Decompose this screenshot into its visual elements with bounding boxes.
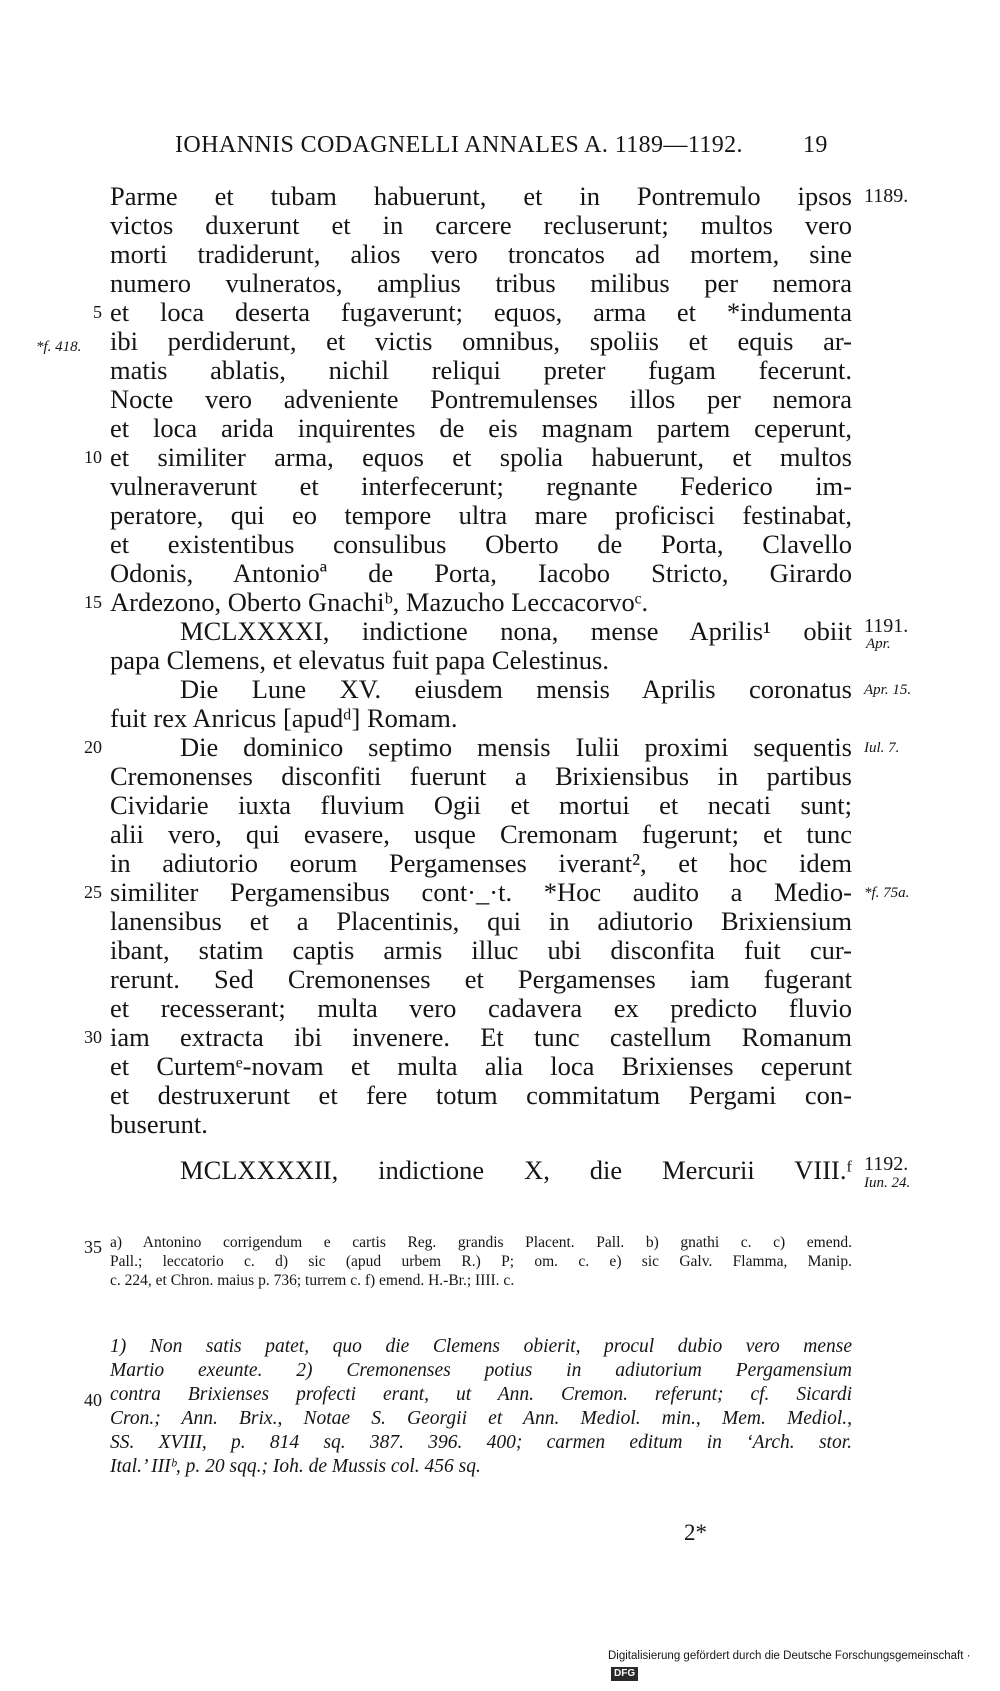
dfg-logo: DFG <box>611 1667 638 1681</box>
text-line: buserunt. <box>110 1109 208 1139</box>
text-line: ibi perdiderunt, et victis omnibus, spoliis et equis ar- <box>110 326 852 356</box>
text-line: et loca deserta fugaverunt; equos, arma et *indumenta <box>110 297 852 327</box>
digitization-credit <box>608 1647 1000 1683</box>
text-line: Die dominico septimo mensis Iulii proximi sequentis <box>180 732 852 762</box>
margin-apr: Apr. <box>866 636 891 652</box>
text-line: victos duxerunt et in carcere recluserunt; multos vero <box>110 210 852 240</box>
text-line: ibant, statim captis armis illuc ubi disconfita fuit cur- <box>110 935 852 965</box>
margin-apr-15: Apr. 15. <box>864 682 912 698</box>
text-line: MCLXXXXI, indictione nona, mense Aprilis¹ obiit <box>180 616 852 646</box>
margin-year-1189: 1189. <box>864 185 909 207</box>
text-line: Odonis, Antonioª de Porta, Iacobo Stricto, Girardo <box>110 558 852 588</box>
line-number: 40 <box>84 1390 102 1410</box>
text-line: et destruxerunt et fere totum commitatum Pergami con- <box>110 1080 852 1110</box>
text-line: vulneraverunt et interfecerunt; regnante Federico im- <box>110 471 852 501</box>
text-line: et Curtemᵉ-novam et multa alia loca Brixienses ceperunt <box>110 1051 852 1081</box>
apparatus-line: c. 224, et Chron. maius p. 736; turrem c. f) emend. H.-Br.; IIII. c. <box>110 1272 515 1289</box>
signature-mark: 2* <box>684 1520 707 1545</box>
text-line: Cividarie iuxta fluvium Ogii et mortui et necati sunt; <box>110 790 852 820</box>
margin-folio-418: *f. 418. <box>36 339 82 355</box>
footnote-line: SS. XVIII, p. 814 sq. 387. 396. 400; carmen editum in ‘Arch. stor. <box>110 1432 852 1453</box>
text-line: MCLXXXXII, indictione X, die Mercurii VIII.ᶠ <box>180 1155 852 1185</box>
text-line: et loca arida inquirentes de eis magnam partem ceperunt, <box>110 413 852 443</box>
apparatus-line: a) Antonino corrigendum e cartis Reg. grandis Placent. Pall. b) gnathi c. c) emend. <box>110 1234 852 1251</box>
footnote-line: Martio exeunte. 2) Cremonenses potius in adiutorium Pergamensium <box>110 1360 852 1381</box>
running-title: IOHANNIS CODAGNELLI ANNALES A. 1189—1192. <box>175 132 743 158</box>
text-line: rerunt. Sed Cremonenses et Pergamenses iam fugerant <box>110 964 852 994</box>
footnote-line: contra Brixienses profecti erant, ut Ann. Cremon. referunt; cf. Sicardi <box>110 1384 852 1405</box>
text-line: iam extracta ibi invenere. Et tunc castellum Romanum <box>110 1022 852 1052</box>
text-line: et similiter arma, equos et spolia habuerunt, et multos <box>110 442 852 472</box>
margin-year-1192: 1192. <box>864 1153 909 1175</box>
footnote-line: Cron.; Ann. Brix., Notae S. Georgii et Ann. Mediol. min., Mem. Mediol., <box>110 1408 852 1429</box>
text-line: similiter Pergamensibus cont·_·t. *Hoc audito a Medio- <box>110 877 852 907</box>
line-number: 5 <box>93 302 102 322</box>
text-line: morti tradiderunt, alios vero troncatos ad mortem, sine <box>110 239 852 269</box>
line-number: 15 <box>84 592 102 612</box>
line-number: 20 <box>84 737 102 757</box>
margin-year-1191: 1191. <box>864 615 909 637</box>
margin-folio-75a: *f. 75a. <box>864 885 910 901</box>
line-number: 30 <box>84 1027 102 1047</box>
text-line: papa Clemens, et elevatus fuit papa Celestinus. <box>110 645 609 675</box>
text-line: et recesserant; multa vero cadavera ex predicto fluvio <box>110 993 852 1023</box>
text-line: Ardezono, Oberto Gnachiᵇ, Mazucho Leccacorvoᶜ. <box>110 587 649 617</box>
text-line: peratore, qui eo tempore ultra mare proficisci festinabat, <box>110 500 852 530</box>
page-number: 19 <box>803 132 828 158</box>
margin-iun-24: Iun. 24. <box>864 1175 911 1191</box>
text-line: Cremonenses disconfiti fuerunt a Brixiensibus in partibus <box>110 761 852 791</box>
text-line: Parme et tubam habuerunt, et in Pontremulo ipsos <box>110 181 852 211</box>
text-line: et existentibus consulibus Oberto de Porta, Clavello <box>110 529 852 559</box>
text-line: in adiutorio eorum Pergamenses iverant², et hoc idem <box>110 848 852 878</box>
text-line: Nocte vero adveniente Pontremulenses illos per nemora <box>110 384 852 414</box>
footnote-line: Ital.’ IIIᵇ, p. 20 sqq.; Ioh. de Mussis col. 456 sq. <box>110 1456 481 1477</box>
text-line: alii vero, qui evasere, usque Cremonam fugerunt; et tunc <box>110 819 852 849</box>
text-line: lanensibus et a Placentinis, qui in adiutorio Brixiensium <box>110 906 852 936</box>
text-line: Die Lune XV. eiusdem mensis Aprilis coronatus <box>180 674 852 704</box>
line-number: 25 <box>84 882 102 902</box>
margin-iul-7: Iul. 7. <box>864 740 900 756</box>
line-number: 10 <box>84 447 102 467</box>
footnote-line: 1) Non satis patet, quo die Clemens obierit, procul dubio vero mense <box>110 1336 852 1357</box>
text-line: matis ablatis, nichil reliqui preter fugam fecerunt. <box>110 355 852 385</box>
text-line: numero vulneratos, amplius tribus milibus per nemora <box>110 268 852 298</box>
line-number: 35 <box>84 1237 102 1257</box>
apparatus-line: Pall.; leccatorio c. d) sic (apud urbem R.) P; om. c. e) sic Galv. Flamma, Manip. <box>110 1253 852 1270</box>
text-line: fuit rex Anricus [apudᵈ] Romam. <box>110 703 458 733</box>
digitization-text: Digitalisierung gefördert durch die Deutsche Forschungsgemeinschaft · <box>608 1650 971 1662</box>
